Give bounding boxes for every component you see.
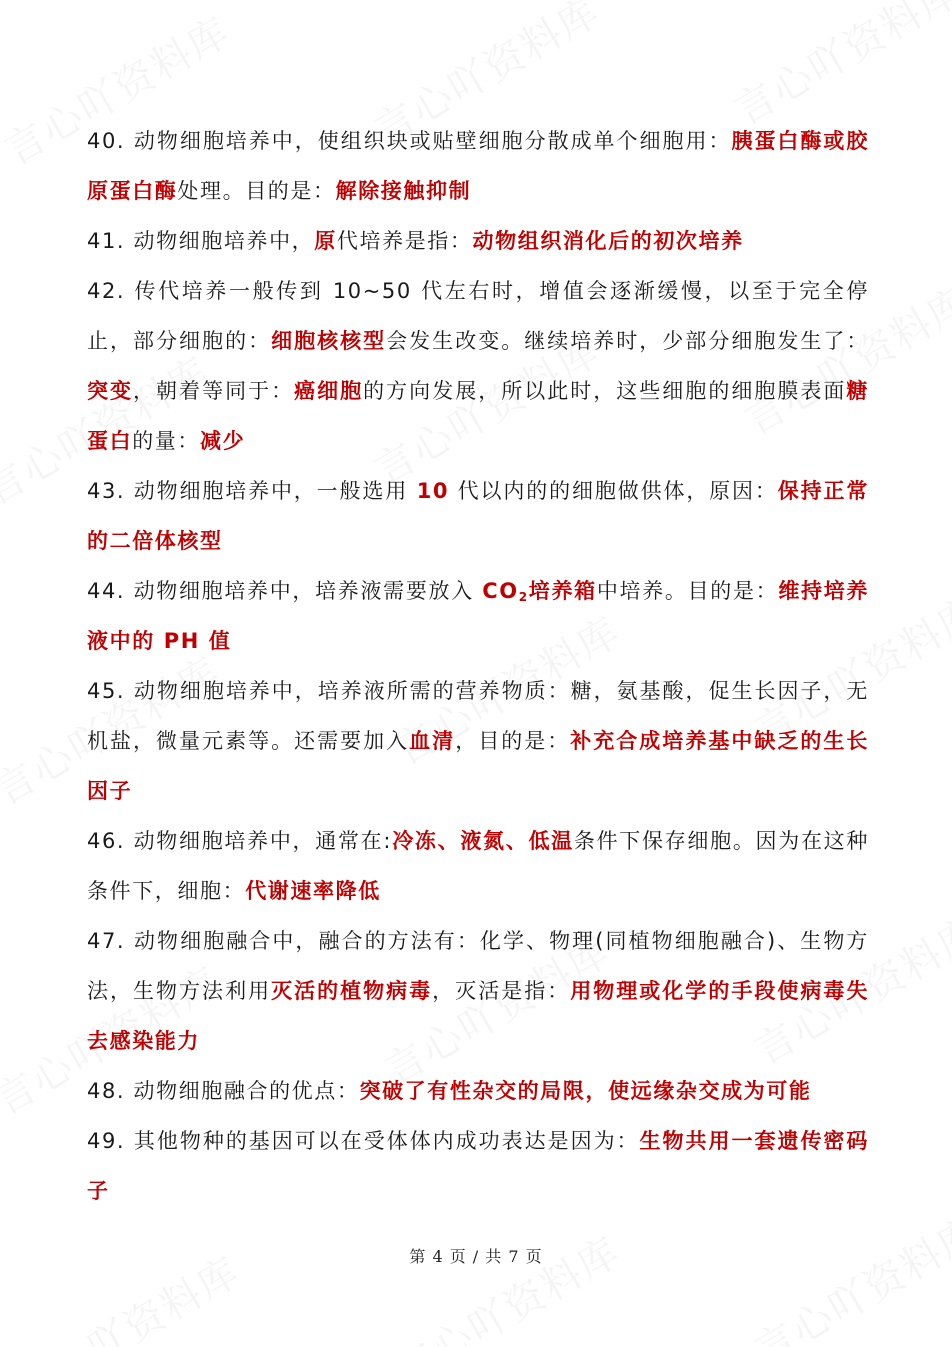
item-number: 46.	[87, 829, 126, 853]
highlighted-answer: 冷冻、液氮、低温	[392, 829, 574, 853]
list-item	[87, 216, 869, 266]
highlighted-answer: 用物理或化学的手段使病毒失去感染能力	[87, 979, 869, 1053]
item-text: ，目的是：	[455, 729, 571, 753]
watermark	[743, 1201, 952, 1347]
item-text: 代培养是指：	[336, 229, 473, 253]
list-item	[87, 816, 869, 916]
highlighted-answer: 补充合成培养基中缺乏的生长因子	[87, 729, 870, 803]
highlighted-answer: 癌细胞	[294, 379, 364, 403]
list-item	[87, 466, 869, 566]
item-text: ，朝着等同于：	[133, 379, 295, 403]
item-text: 动物细胞融合中，融合的方法有：化学、物理(同植物细胞融合)、生物方法，生物方法利用	[87, 929, 869, 1003]
highlighted-answer: 动物组织消化后的初次培养	[472, 229, 744, 253]
question-list	[87, 116, 869, 1216]
item-text: 传代培养一般传到 10~50 代左右时，增值会逐渐缓慢，以至于完全停止，部分细胞的：	[87, 279, 869, 353]
highlighted-answer: 维持培养液中的 PH 值	[87, 579, 869, 653]
item-text: 的量：	[132, 429, 201, 453]
item-text: 条件下保存细胞。因为在这种条件下，细胞：	[87, 829, 869, 903]
item-text: 动物细胞培养中，培养液所需的营养物质：糖，氨基酸，促生长因子，无机盐，微量元素等。还需要加入	[87, 679, 869, 753]
list-item	[87, 916, 869, 1066]
item-text: 处理。目的是：	[177, 179, 336, 203]
item-text: 代以内的的细胞做供体，原因：	[449, 479, 778, 503]
highlighted-answer: 减少	[200, 429, 246, 453]
item-text: 的方向发展，所以此时，这些细胞的细胞膜表面	[363, 379, 847, 403]
item-number: 47.	[87, 929, 126, 953]
list-item	[87, 666, 869, 816]
item-text: 动物细胞融合的优点：	[133, 1079, 360, 1103]
item-text: 动物细胞培养中，培养液需要放入	[133, 579, 483, 603]
watermark	[383, 1221, 630, 1347]
list-item	[87, 266, 869, 466]
item-text: 动物细胞培养中，通常在:	[133, 829, 393, 853]
item-text: 动物细胞培养中，使组织块或贴壁细胞分散成单个细胞用：	[133, 129, 732, 153]
highlighted-answer: 培养箱	[528, 579, 597, 603]
highlighted-answer: 保持正常的二倍体核型	[87, 479, 869, 553]
item-number: 42.	[87, 279, 126, 303]
highlighted-answer: 生物共用一套遗传密码子	[87, 1129, 870, 1203]
item-number: 44.	[87, 579, 126, 603]
item-text: 动物细胞培养中，一般选用	[133, 479, 417, 503]
item-number: 48.	[87, 1079, 126, 1103]
item-number: 43.	[87, 479, 126, 503]
highlighted-answer: 胰蛋白酶或胶原蛋白酶	[87, 129, 869, 203]
highlighted-answer: 细胞核核型	[271, 329, 387, 353]
highlighted-answer: 2	[518, 590, 529, 604]
list-item	[87, 116, 869, 216]
highlighted-answer: 糖蛋白	[87, 379, 869, 453]
highlighted-answer: CO	[482, 579, 519, 603]
highlighted-answer: 突破了有性杂交的局限，使远缘杂交成为可能	[359, 1079, 812, 1103]
item-number: 45.	[87, 679, 126, 703]
item-text: 会发生改变。继续培养时，少部分细胞发生了：	[386, 329, 869, 353]
item-number: 49.	[87, 1129, 126, 1153]
highlighted-answer: 代谢速率降低	[245, 879, 381, 903]
highlighted-answer: 血清	[409, 729, 456, 753]
highlighted-answer: 突变	[87, 379, 134, 403]
item-number: 40.	[87, 129, 126, 153]
highlighted-answer: 10	[416, 479, 450, 503]
item-number: 41.	[87, 229, 126, 253]
highlighted-answer: 原	[314, 229, 337, 253]
item-text: 中培养。目的是：	[596, 579, 779, 603]
list-item	[87, 1116, 869, 1216]
item-text: ，灭活是指：	[432, 979, 571, 1003]
item-text: 动物细胞培养中，	[133, 229, 315, 253]
list-item	[87, 1066, 869, 1116]
item-text: 其他物种的基因可以在受体体内成功表达是因为：	[133, 1129, 640, 1153]
highlighted-answer: 解除接触抑制	[335, 179, 472, 203]
page-footer: 第 4 页 / 共 7 页	[409, 1247, 543, 1266]
highlighted-answer: 灭活的植物病毒	[271, 979, 433, 1003]
list-item	[87, 566, 869, 666]
